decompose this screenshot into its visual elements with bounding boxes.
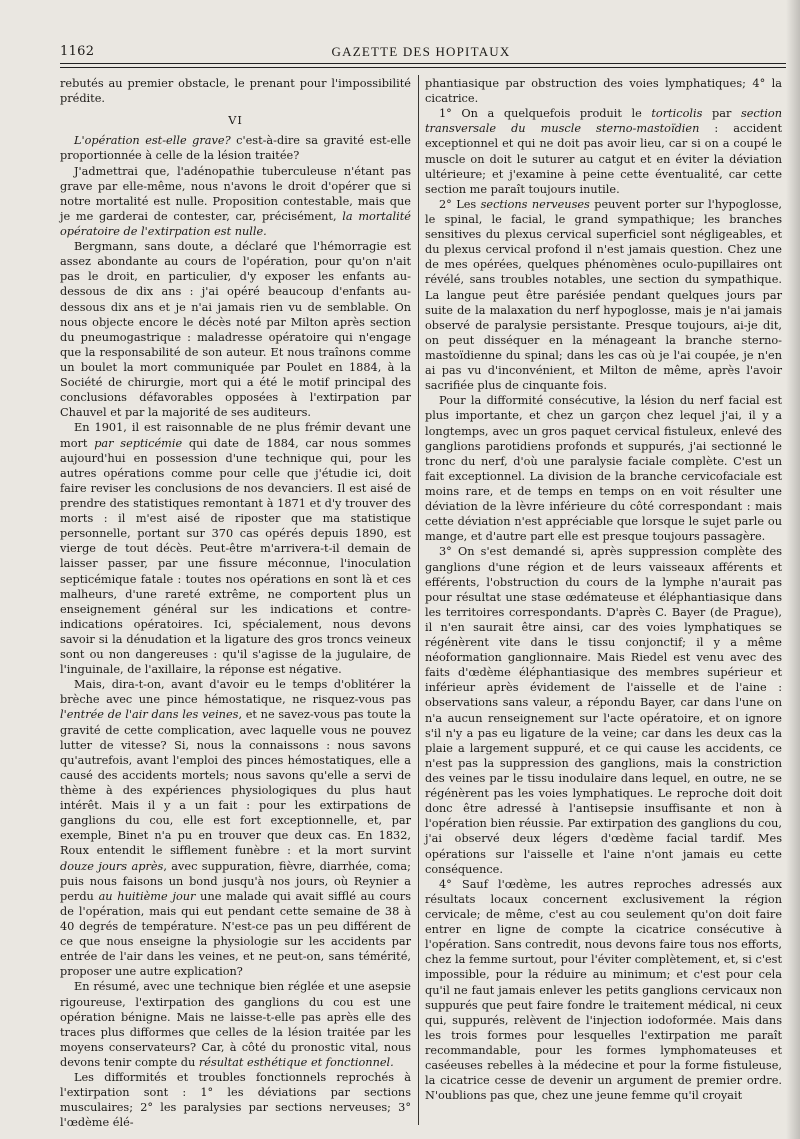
italic-text: torticolis [651,107,703,121]
paragraph: phantiasique par obstruction des voies lymphatiques; 4° la cicatrice. [425,77,782,106]
text: J'admettrai que, l'adénopathie tuberculeuse n'étant pas grave par elle-même, nous n'avons le droit d'opérer que si notre mortalité est nulle. Proposition contestable, mais que je me garderai de contester, car, précisément, [60,164,411,223]
right-column [425,76,782,1103]
text: 2° Les [439,197,481,211]
page-number: 1162 [60,44,95,59]
text: Mais, dira-t-on, avant d'avoir eu le temps d'oblitérer la brèche avec une pince hémostatique, ne risquez-vous pas [60,678,411,707]
text: , avec suppuration, fièvre, diarrhée, coma; puis nous faisons un bond jusqu'à nos jours, où Reynier a perdu [60,859,411,903]
text: : accident exceptionnel et qui ne doit pas avoir lieu, car si on a coupé le muscle on doit le suturer au catgut et en éviter la déviation ultérieure; et j'examine à peine cette éventualité, car cette section me paraît toujours inutile. [425,122,782,196]
section-heading: VI [228,114,243,128]
text: par [702,107,741,121]
column-divider [418,75,419,1125]
paragraph: Pour la difformité consécutive, la lésion du nerf facial est plus importante, et chez un garçon chez lequel j'ai, il y a longtemps, avec un gros paquet cervical fistuleux, enlevé des ganglions parotidiens profonds et suppurés, j'ai sectionné le tronc du nerf, d'où une paralysie faciale complète. C'est un fait exceptionnel. La division de la branche cervicofaciale est moins rare, et de temps en temps on en voit résulter une déviation de la lèvre inférieure du côté correspondant : mais cette déviation n'est appréciable que lorsque le sujet parle ou mange, et d'autre part elle est presque toujours passagère. [425,394,782,544]
italic-text: par septicémie [94,436,183,450]
paragraph: rebutés au premier obstacle, le prenant pour l'impossibilité prédite. [60,77,411,106]
text: qui date de 1884, car nous sommes aujourd'hui en possession d'une technique qui, pour les autres opérations comme pour celle que j'étudie ici, doit faire reviser les conclusions de nos devanciers. Il est aisé de prendre des statistiques remontant à 1871 et d'y trouver des morts : il m'est aisé de riposter que ma statistique personnelle, portant sur 370 cas opérés depuis 1890, est vierge de tout décès. Peut-être m'arrivera-t-il demain de laisser passer, par une fissure méconnue, l'inoculation septicémique fatale : toutes nos opérations en sont là et ces malheurs, d'une rareté extrême, ne comportent plus un enseignement général sur les indications et contre-indications opératoires. Ici, spécialement, nous devons savoir si la dénudation et la ligature des gros troncs veineux sont ou non dangereuses : qu'il s'agisse de la jugulaire, de l'inguinale, de l'axillaire, la réponse est négative. [60,436,411,677]
page-header [56,42,786,62]
paragraph: Les difformités et troubles fonctionnels reprochés à l'extirpation sont : 1° les déviations par sections musculaires; 2° les paralysies par sections nerveuses; 3° l'œdème élé- [60,1071,411,1130]
text: En 1901, il est raisonnable de ne plus frémir devant une mort [60,421,411,450]
italic-text: la mortalité opératoire de l'extirpation est nulle. [60,209,411,238]
text: , et ne savez-vous pas toute la gravité de cette complication, avec laquelle vous ne pouvez lutter de vitesse? Si, nous la connaissons : nous savons qu'autrefois, avant l'emploi des pinces hémostatiques, elle a causé des accidents mortels; nous savons qu'elle a servi de thème à des expériences physiologiques du plus haut intérêt. Mais il y a un fait : pour les extirpations de ganglions du cou, elle est fort exceptionnelle, et, par exemple, Binet n'a pu en trouver que deux cas. En 1832, Roux entendit le sifflement funèbre : et la mort survint [60,708,412,858]
italic-text: l'entrée de l'air dans les veines [60,708,239,722]
running-title: GAZETTE DES HOPITAUX [331,44,511,59]
text: 1° On a quelquefois produit le [439,107,652,121]
text: peuvent porter sur l'hypoglosse, le spinal, le facial, le grand sympathique; les branches sensitives du plexus cervical superficiel sont négligeables, et du plexus cervical profond il n'est jamais question. Chez une de mes opérées, quelques phénomènes oculo-pupillaires ont révélé, sans troubles notables, une section du sympathique. La langue peut être parésiée pendant quelques jours par suite de la malaxation du nerf hypoglosse, mais je n'ai jamais observé de paralysie persistante. Presque toujours, ai-je dit, on peut disséquer en la ménageant la branche sterno-mastoïdienne du spinal; dans les cas où je l'ai coupée, je n'en ai pas vu d'inconvénient, et Milton de même, après l'avoir sacrifiée plus de cinquante fois. [425,197,782,393]
paragraph [60,133,411,163]
paragraph [60,979,411,1070]
text: une malade qui avait sifflé au cours de l'opération, mais qui eut pendant cette semaine de 38 à 40 degrés de température. N'est-ce pas un peu différent de ce que nous enseigne la physiologie sur les accidents par entrée de l'air dans les veines, et ne peut-on, sans témérité, proposer une autre explication? [60,889,412,979]
paragraph [425,106,782,197]
paragraph [60,677,411,979]
italic-text: sections nerveuses [480,197,590,211]
paragraph: 4° Sauf l'œdème, les autres reproches adressés aux résultats locaux concernent exclusivement la région cervicale; de même, c'est au cou seulement qu'on doit faire entrer en ligne de compte la cicatrice consécutive à l'opération. Sans contredit, nous devons faire tous nos efforts, chez la femme surtout, pour l'éviter complètement, et, si c'est impossible, pour la réduire au minimum; et c'est pour cela qu'il ne faut jamais enlever les petits ganglions cervicaux non suppurés que peut faire fondre le traitement médical, ni ceux qui, suppurés, relèvent de l'injection iodoformée. Mais dans les trois formes pour lesquelles l'extirpation me paraît recommandable, pour les formes lymphomateuses et caséeuses rebelles à la médecine et pour la forme fistuleuse, la cicatrice cesse de devenir un argument de premier ordre. N'oublions pas que, chez une jeune femme qu'il croyait [425,877,782,1103]
italic-text: section transversale du muscle sterno-mastoïdien [425,107,782,136]
paragraph: 3° On s'est demandé si, après suppression complète des ganglions d'une région et de leurs vaisseaux afférents et efférents, l'obstruction du cours de la lymphe n'aurait pas pour résultat une stase œdémateuse et éléphantiasique dans les territoires correspondants. D'après C. Bayer (de Prague), il n'en saurait être ainsi, car des voies lymphatiques se régénèrent vite dans le tissu conjonctif; il y a même néoformation ganglionnaire. Mais Riedel est venu avec des faits d'œdème éléphantiasique des membres supérieur et inférieur après évidement de l'aisselle et de l'aine : observations sans valeur, a répondu Bayer, car dans l'une on n'a aucun renseignement sur l'acte opératoire, et on ignore s'il n'y a pas eu ligature de la veine; car dans les deux cas la plaie a largement suppuré, et ce qui cause les accidents, ce n'est pas la suppression des ganglions, mais la constriction des veines par le tissu inodulaire dans lequel, en outre, ne se régénèrent pas les voies lymphatiques. Le reproche doit doit donc être adressé à l'antisepsie insuffisante et non à l'opération bien réussie. Par extirpation des ganglions du cou, j'ai observé deux légers d'œdème facial tardif. Mes opérations sur l'aisselle et l'aine n'ont jamais eu cette conséquence. [425,545,782,876]
italic-text: douze jours après [60,859,164,873]
italic-text: au huitième jour [98,889,196,903]
paragraph [60,420,411,677]
left-column [60,76,411,1131]
text: c'est-à-dire sa gravité est-elle proportionnée à celle de la lésion traitée? [60,134,411,163]
paragraph [60,164,411,240]
paragraph: Bergmann, sans doute, a déclaré que l'hémorragie est assez abondante au cours de l'opération, pour qu'on n'ait pas le droit, en particulier, d'y exposer les enfants au-dessous de dix ans : j'ai opéré beaucoup d'enfants au-dessous dix ans et je n'ai jamais rien vu de semblable. On nous objecte encore le décès noté par Milton après section du pneumogastrique : maladresse opératoire qui n'engage que la responsabilité de son auteur. Et nous traînons comme un boulet la mort communiquée par Poulet en 1884, à la Société de chirurgie, mort qui a été le motif principal des conclusions défavorables opposées à l'extirpation par Chauvel et par la majorité de ses auditeurs. [60,240,411,420]
italic-text: L'opération est-elle grave? [74,134,231,148]
header-rule-thin [60,67,786,68]
header-rule [60,63,786,64]
italic-text: résultat esthétique et fonctionnel. [198,1056,394,1069]
text: En résumé, avec une technique bien réglée et une asepsie rigoureuse, l'extirpation des ganglions du cou est une opération bénigne. Mais ne laisse-t-elle pas après elle des traces plus difformes que celles de la lésion traitée par les moyens conservateurs? Car, à côté du pronostic vital, nous devons tenir compte du [60,980,411,1069]
paragraph [425,197,782,393]
